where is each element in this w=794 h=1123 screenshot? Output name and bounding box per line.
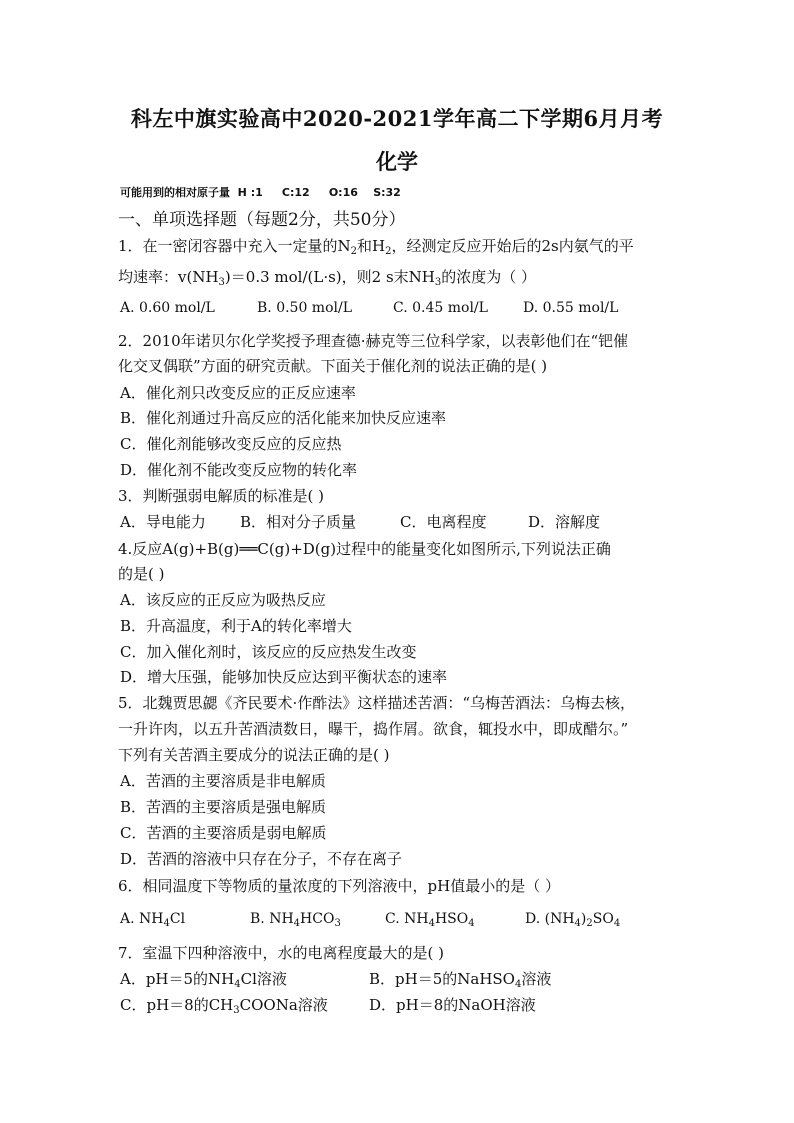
question-2-option-c: C．催化剂能够改变反应的反应热 bbox=[120, 435, 342, 453]
question-1-option-c: C. 0.45 mol/L bbox=[393, 300, 488, 316]
question-1-option-a: A. 0.60 mol/L bbox=[120, 300, 215, 316]
question-7-option-b: B．pH＝5的NaHSO$_4$溶液 bbox=[369, 970, 552, 990]
question-5-option-d: D．苦酒的溶液中只存在分子，不存在离子 bbox=[120, 850, 403, 868]
question-6-option-c: C. $NH_4HSO_4$ bbox=[385, 911, 475, 929]
question-3-option-a: A．导电能力 bbox=[120, 513, 206, 531]
question-6-option-d: D. $(NH_4)_2SO_4$ bbox=[525, 911, 621, 929]
exam-title: 科左中旗实验高中2020-2021学年高二下学期6月月考 bbox=[130, 106, 664, 131]
question-3-stem: 3．判断强弱电解质的标准是( ) bbox=[118, 487, 325, 505]
question-2-option-d: D．催化剂不能改变反应物的转化率 bbox=[120, 461, 358, 479]
question-7-option-c: C．pH＝8的$CH_3COONa$溶液 bbox=[120, 996, 328, 1016]
question-6-option-a: A. $NH_4Cl$ bbox=[120, 911, 186, 929]
question-1-option-d: D. 0.55 mol/L bbox=[523, 300, 619, 316]
question-5-option-c: C．苦酒的主要溶质是弱电解质 bbox=[120, 824, 327, 842]
question-7-stem: 7．室温下四种溶液中，水的电离程度最大的是( ) bbox=[118, 944, 445, 962]
question-7-option-a: A．pH＝5的$NH_4Cl$溶液 bbox=[120, 970, 287, 990]
question-7-option-d: D．pH＝8的NaOH溶液 bbox=[369, 996, 536, 1014]
question-4-option-d: D．增大压强，能够加快反应达到平衡状态的速率 bbox=[120, 668, 448, 686]
question-1-line-1: 1．在一密闭容器中充入一定量的$N_2$和$H_2$，经测定反应开始后的2s内氨气的平 bbox=[118, 237, 634, 257]
question-5-option-b: B．苦酒的主要溶质是强电解质 bbox=[120, 798, 327, 816]
question-2-option-a: A．催化剂只改变反应的正反应速率 bbox=[120, 384, 356, 402]
question-4-option-c: C．加入催化剂时，该反应的反应热发生改变 bbox=[120, 643, 417, 661]
question-5-line-1: 5．北魏贾思勰《齐民要术·作酢法》这样描述苦酒：“乌梅苦酒法：乌梅去核， bbox=[118, 694, 635, 712]
question-2-option-b: B．催化剂通过升高反应的活化能来加快反应速率 bbox=[120, 409, 447, 427]
question-4-line-2: 的是( ) bbox=[118, 565, 165, 583]
question-5-line-2: 一升许肉，以五升苦酒渍数日，曝干，捣作屑。欲食，辄投水中，即成醋尔。” bbox=[118, 720, 629, 738]
question-5-line-3: 下列有关苦酒主要成分的说法正确的是( ) bbox=[118, 746, 390, 764]
question-6-stem: 6．相同温度下等物质的量浓度的下列溶液中，pH值最小的是（ ） bbox=[118, 877, 560, 895]
question-6-option-b: B. $NH_4HCO_3$ bbox=[250, 911, 341, 929]
question-4-line-1: 4.反应A(g)+B(g)══C(g)+D(g)过程中的能量变化如图所示,下列说法正确 bbox=[118, 540, 611, 558]
question-3-option-d: D．溶解度 bbox=[528, 513, 601, 531]
question-4-option-a: A．该反应的正反应为吸热反应 bbox=[120, 591, 326, 609]
exam-subject: 化学 bbox=[376, 149, 418, 174]
section-heading: 一、单项选择题（每题2分，共50分） bbox=[118, 210, 406, 230]
question-4-option-b: B．升高温度，利于A的转化率增大 bbox=[120, 617, 352, 635]
question-1-line-2: 均速率：$v(NH_3)=0.3$ mol/(L·s)，则2 s末$NH_3$的浓度为（ ） bbox=[118, 268, 537, 288]
question-2-line-2: 化交叉偶联”方面的研究贡献。下面关于催化剂的说法正确的是( ) bbox=[118, 357, 548, 375]
atomic-masses-line: 可能用到的相对原子量 H :1 C:12 O:16 S:32 bbox=[120, 186, 401, 199]
question-3-option-c: C．电离程度 bbox=[400, 513, 487, 531]
question-1-option-b: B. 0.50 mol/L bbox=[257, 300, 353, 316]
question-2-line-1: 2．2010年诺贝尔化学奖授予理查德·赫克等三位科学家，以表彰他们在“钯催 bbox=[118, 332, 629, 350]
question-3-option-b: B．相对分子质量 bbox=[240, 513, 357, 531]
question-5-option-a: A．苦酒的主要溶质是非电解质 bbox=[120, 772, 326, 790]
